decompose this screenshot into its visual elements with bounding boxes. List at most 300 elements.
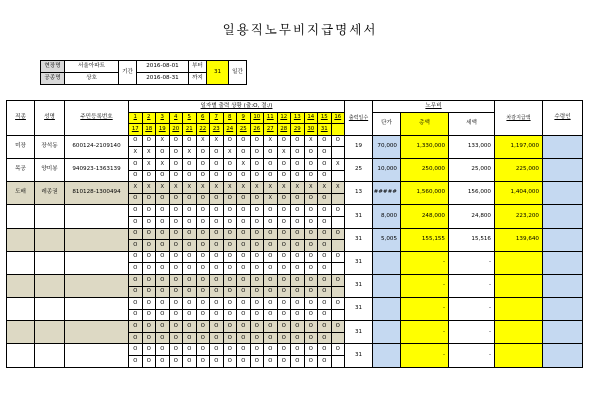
attendance-mark[interactable]: O [156,205,170,217]
attendance-mark[interactable]: O [331,251,345,263]
attendance-mark[interactable]: O [250,309,264,321]
attendance-mark[interactable]: O [264,332,278,344]
end-date[interactable]: 2016-08-31 [137,73,189,85]
attendance-mark[interactable]: O [318,309,332,321]
attendance-mark[interactable]: O [223,193,237,205]
attendance-mark[interactable]: O [277,158,291,170]
attendance-mark[interactable]: O [129,251,143,263]
attendance-mark[interactable]: O [264,274,278,286]
attendance-mark[interactable]: O [169,205,183,217]
attendance-mark[interactable] [331,170,345,182]
unit-price-cell[interactable] [373,298,401,321]
attendance-mark[interactable]: O [277,298,291,310]
attendance-mark[interactable]: O [304,205,318,217]
attendance-mark[interactable]: X [142,147,156,159]
id-cell[interactable] [65,344,129,367]
attendance-mark[interactable]: X [196,135,210,147]
attendance-mark[interactable]: O [129,263,143,275]
attendance-mark[interactable]: O [318,170,332,182]
id-cell[interactable]: 810128-1300494 [65,182,129,205]
receipt-cell[interactable] [543,274,583,297]
attendance-mark[interactable]: O [223,263,237,275]
attendance-mark[interactable]: O [223,216,237,228]
attendance-mark[interactable]: O [277,170,291,182]
unit-price-cell[interactable] [373,274,401,297]
attendance-mark[interactable]: O [223,332,237,344]
attendance-mark[interactable]: O [277,286,291,298]
attendance-mark[interactable]: O [318,263,332,275]
attendance-mark[interactable]: O [156,344,170,356]
attendance-mark[interactable]: X [331,182,345,194]
name-cell[interactable] [35,251,65,274]
attendance-mark[interactable]: O [304,240,318,252]
attendance-mark[interactable]: O [183,321,197,333]
attendance-mark[interactable]: O [237,135,251,147]
attendance-mark[interactable]: O [223,170,237,182]
attendance-mark[interactable]: O [331,228,345,240]
attendance-mark[interactable]: X [304,135,318,147]
attendance-mark[interactable]: O [237,193,251,205]
attendance-mark[interactable]: O [264,298,278,310]
trade-cell[interactable] [7,321,35,344]
attendance-mark[interactable]: O [142,205,156,217]
attendance-mark[interactable]: O [223,135,237,147]
attendance-mark[interactable]: O [250,205,264,217]
attendance-mark[interactable]: O [277,332,291,344]
attendance-mark[interactable]: O [156,332,170,344]
attendance-mark[interactable]: O [237,205,251,217]
receipt-cell[interactable] [543,298,583,321]
attendance-mark[interactable]: X [250,182,264,194]
attendance-mark[interactable]: O [142,332,156,344]
attendance-mark[interactable]: O [304,251,318,263]
attendance-mark[interactable]: O [156,263,170,275]
attendance-mark[interactable]: O [304,298,318,310]
attendance-mark[interactable]: O [264,356,278,368]
attendance-mark[interactable]: O [223,298,237,310]
attendance-mark[interactable]: O [129,158,143,170]
attendance-mark[interactable]: X [331,158,345,170]
attendance-mark[interactable]: O [291,356,305,368]
attendance-mark[interactable]: X [156,182,170,194]
attendance-mark[interactable]: X [156,135,170,147]
attendance-mark[interactable]: O [129,298,143,310]
attendance-mark[interactable]: O [291,158,305,170]
attendance-mark[interactable]: O [264,228,278,240]
attendance-mark[interactable]: X [277,182,291,194]
attendance-mark[interactable]: O [304,332,318,344]
attendance-mark[interactable]: O [223,274,237,286]
attendance-mark[interactable]: O [223,251,237,263]
receipt-cell[interactable] [543,135,583,158]
unit-price-cell[interactable] [373,344,401,367]
attendance-mark[interactable] [331,240,345,252]
attendance-mark[interactable]: O [318,356,332,368]
id-cell[interactable] [65,251,129,274]
attendance-mark[interactable]: X [304,182,318,194]
attendance-mark[interactable]: X [318,182,332,194]
attendance-mark[interactable]: O [156,309,170,321]
attendance-mark[interactable]: O [318,286,332,298]
name-cell[interactable] [35,344,65,367]
attendance-mark[interactable]: O [304,147,318,159]
attendance-mark[interactable]: O [264,263,278,275]
attendance-mark[interactable]: O [304,170,318,182]
attendance-mark[interactable]: O [142,309,156,321]
attendance-mark[interactable]: O [237,332,251,344]
attendance-mark[interactable]: O [142,344,156,356]
attendance-mark[interactable]: X [142,158,156,170]
attendance-mark[interactable]: O [250,216,264,228]
attendance-mark[interactable]: O [156,228,170,240]
attendance-mark[interactable]: X [156,158,170,170]
attendance-mark[interactable]: O [304,286,318,298]
attendance-mark[interactable]: O [183,170,197,182]
attendance-mark[interactable]: O [318,298,332,310]
attendance-mark[interactable]: O [291,274,305,286]
attendance-mark[interactable]: O [169,286,183,298]
attendance-mark[interactable]: O [237,147,251,159]
receipt-cell[interactable] [543,251,583,274]
attendance-mark[interactable]: O [169,170,183,182]
attendance-mark[interactable]: O [264,240,278,252]
attendance-mark[interactable]: O [169,298,183,310]
attendance-mark[interactable]: O [318,205,332,217]
name-cell[interactable] [35,205,65,228]
attendance-mark[interactable]: X [264,193,278,205]
attendance-mark[interactable]: O [237,356,251,368]
attendance-mark[interactable]: O [183,135,197,147]
attendance-mark[interactable]: O [264,286,278,298]
attendance-mark[interactable]: O [142,240,156,252]
attendance-mark[interactable]: O [183,205,197,217]
attendance-mark[interactable]: O [129,193,143,205]
attendance-mark[interactable]: O [291,240,305,252]
attendance-mark[interactable]: O [331,135,345,147]
attendance-mark[interactable]: O [291,205,305,217]
attendance-mark[interactable]: X [183,147,197,159]
attendance-mark[interactable]: O [277,309,291,321]
attendance-mark[interactable]: O [250,135,264,147]
name-cell[interactable]: 양미봉 [35,158,65,181]
attendance-mark[interactable]: O [237,286,251,298]
trade-cell[interactable]: 목공 [7,158,35,181]
trade-cell[interactable] [7,344,35,367]
attendance-mark[interactable]: O [142,135,156,147]
attendance-mark[interactable]: O [250,274,264,286]
unit-price-cell[interactable]: ##### [373,182,401,205]
receipt-cell[interactable] [543,321,583,344]
attendance-mark[interactable]: X [237,182,251,194]
attendance-mark[interactable]: O [142,356,156,368]
site-value[interactable]: 서울아파트 [65,61,119,73]
attendance-mark[interactable]: O [129,286,143,298]
attendance-mark[interactable]: O [318,251,332,263]
attendance-mark[interactable]: O [142,216,156,228]
receipt-cell[interactable] [543,182,583,205]
attendance-mark[interactable]: O [237,228,251,240]
attendance-mark[interactable]: O [129,228,143,240]
attendance-mark[interactable]: O [237,344,251,356]
attendance-mark[interactable]: O [223,158,237,170]
attendance-mark[interactable]: O [169,193,183,205]
attendance-mark[interactable]: O [304,228,318,240]
attendance-mark[interactable]: O [156,321,170,333]
name-cell[interactable] [35,321,65,344]
name-cell[interactable] [35,228,65,251]
attendance-mark[interactable]: O [169,240,183,252]
attendance-mark[interactable]: O [169,228,183,240]
attendance-mark[interactable]: O [223,356,237,368]
attendance-mark[interactable]: O [169,332,183,344]
attendance-mark[interactable]: O [223,344,237,356]
attendance-mark[interactable]: O [196,147,210,159]
attendance-mark[interactable]: O [264,309,278,321]
attendance-mark[interactable]: O [250,158,264,170]
attendance-mark[interactable]: O [196,240,210,252]
attendance-mark[interactable]: O [237,309,251,321]
attendance-mark[interactable]: O [291,263,305,275]
attendance-mark[interactable]: O [250,228,264,240]
attendance-mark[interactable]: O [129,170,143,182]
attendance-mark[interactable]: O [277,135,291,147]
id-cell[interactable] [65,298,129,321]
attendance-mark[interactable]: O [264,205,278,217]
attendance-mark[interactable]: O [250,321,264,333]
trade-cell[interactable] [7,298,35,321]
attendance-mark[interactable]: O [318,332,332,344]
attendance-mark[interactable]: O [156,286,170,298]
attendance-mark[interactable]: O [223,309,237,321]
attendance-mark[interactable]: O [142,228,156,240]
attendance-mark[interactable]: O [196,216,210,228]
unit-price-cell[interactable] [373,321,401,344]
attendance-mark[interactable]: O [196,321,210,333]
id-cell[interactable] [65,205,129,228]
attendance-mark[interactable]: O [210,344,224,356]
attendance-mark[interactable]: O [183,193,197,205]
attendance-mark[interactable]: O [223,205,237,217]
attendance-mark[interactable]: X [196,182,210,194]
attendance-mark[interactable]: O [250,193,264,205]
attendance-mark[interactable]: O [156,356,170,368]
id-cell[interactable] [65,228,129,251]
unit-price-cell[interactable]: 70,000 [373,135,401,158]
attendance-mark[interactable]: O [210,263,224,275]
attendance-mark[interactable]: O [291,135,305,147]
attendance-mark[interactable]: O [183,298,197,310]
attendance-mark[interactable]: O [210,170,224,182]
attendance-mark[interactable]: O [331,344,345,356]
attendance-mark[interactable]: O [237,216,251,228]
attendance-mark[interactable]: O [196,158,210,170]
attendance-mark[interactable]: O [129,332,143,344]
attendance-mark[interactable]: O [210,309,224,321]
id-cell[interactable]: 940923-1363139 [65,158,129,181]
attendance-mark[interactable]: O [129,274,143,286]
attendance-mark[interactable]: O [223,228,237,240]
attendance-mark[interactable]: O [331,298,345,310]
attendance-mark[interactable]: O [250,263,264,275]
attendance-mark[interactable]: O [169,158,183,170]
attendance-mark[interactable] [331,216,345,228]
attendance-mark[interactable]: X [264,135,278,147]
attendance-mark[interactable]: O [304,216,318,228]
attendance-mark[interactable]: X [210,135,224,147]
attendance-mark[interactable]: O [291,170,305,182]
attendance-mark[interactable] [331,356,345,368]
trade-cell[interactable] [7,251,35,274]
attendance-mark[interactable]: O [237,274,251,286]
attendance-mark[interactable]: O [264,158,278,170]
attendance-mark[interactable]: O [129,135,143,147]
unit-price-cell[interactable] [373,251,401,274]
attendance-mark[interactable]: X [223,147,237,159]
attendance-mark[interactable]: O [210,332,224,344]
attendance-mark[interactable]: O [223,321,237,333]
attendance-mark[interactable]: O [196,356,210,368]
days-value[interactable]: 31 [207,61,229,85]
attendance-mark[interactable]: O [277,205,291,217]
unit-price-cell[interactable]: 8,000 [373,205,401,228]
attendance-mark[interactable]: O [318,158,332,170]
attendance-mark[interactable]: O [142,263,156,275]
attendance-mark[interactable]: O [129,216,143,228]
attendance-mark[interactable]: O [318,135,332,147]
name-cell[interactable]: 레종권 [35,182,65,205]
attendance-mark[interactable]: O [129,344,143,356]
attendance-mark[interactable]: O [250,344,264,356]
attendance-mark[interactable]: O [304,356,318,368]
attendance-mark[interactable]: O [169,274,183,286]
attendance-mark[interactable]: O [210,216,224,228]
attendance-mark[interactable]: X [183,182,197,194]
attendance-mark[interactable]: O [264,251,278,263]
attendance-mark[interactable]: O [237,240,251,252]
attendance-mark[interactable]: O [156,298,170,310]
attendance-mark[interactable]: O [277,193,291,205]
attendance-mark[interactable]: O [196,344,210,356]
attendance-mark[interactable]: O [277,228,291,240]
attendance-mark[interactable]: O [210,205,224,217]
attendance-mark[interactable]: O [196,298,210,310]
attendance-mark[interactable]: O [183,251,197,263]
attendance-mark[interactable]: O [210,228,224,240]
attendance-mark[interactable]: O [142,286,156,298]
attendance-mark[interactable]: O [196,274,210,286]
attendance-mark[interactable]: O [129,321,143,333]
attendance-mark[interactable]: O [277,344,291,356]
attendance-mark[interactable]: O [156,193,170,205]
attendance-mark[interactable]: O [210,356,224,368]
attendance-mark[interactable]: O [291,286,305,298]
unit-price-cell[interactable]: 10,000 [373,158,401,181]
attendance-mark[interactable]: O [291,147,305,159]
attendance-mark[interactable]: X [277,147,291,159]
attendance-mark[interactable]: O [156,251,170,263]
name-cell[interactable]: 장석동 [35,135,65,158]
work-value[interactable]: 상호 [65,73,119,85]
attendance-mark[interactable]: O [169,147,183,159]
attendance-mark[interactable]: O [318,321,332,333]
attendance-mark[interactable]: O [291,298,305,310]
attendance-mark[interactable]: O [331,321,345,333]
attendance-mark[interactable]: O [183,356,197,368]
attendance-mark[interactable]: O [250,286,264,298]
attendance-mark[interactable]: O [210,158,224,170]
attendance-mark[interactable]: O [250,356,264,368]
attendance-mark[interactable] [331,147,345,159]
receipt-cell[interactable] [543,344,583,367]
attendance-mark[interactable]: O [304,263,318,275]
attendance-mark[interactable]: O [237,251,251,263]
id-cell[interactable] [65,274,129,297]
attendance-mark[interactable]: O [237,170,251,182]
attendance-mark[interactable]: O [250,251,264,263]
attendance-mark[interactable]: O [196,251,210,263]
attendance-mark[interactable]: O [169,309,183,321]
attendance-mark[interactable]: O [318,240,332,252]
unit-price-cell[interactable]: 5,005 [373,228,401,251]
start-date[interactable]: 2016-08-01 [137,61,189,73]
attendance-mark[interactable]: O [264,216,278,228]
attendance-mark[interactable]: O [129,240,143,252]
attendance-mark[interactable]: O [142,274,156,286]
attendance-mark[interactable]: O [142,170,156,182]
attendance-mark[interactable] [331,193,345,205]
attendance-mark[interactable]: O [169,135,183,147]
attendance-mark[interactable]: O [183,286,197,298]
attendance-mark[interactable]: O [291,321,305,333]
attendance-mark[interactable]: O [210,147,224,159]
attendance-mark[interactable]: X [237,158,251,170]
attendance-mark[interactable]: O [250,332,264,344]
attendance-mark[interactable]: O [277,263,291,275]
attendance-mark[interactable]: O [142,321,156,333]
attendance-mark[interactable]: X [210,182,224,194]
name-cell[interactable] [35,274,65,297]
attendance-mark[interactable]: O [169,344,183,356]
attendance-mark[interactable]: O [250,170,264,182]
attendance-mark[interactable]: O [264,321,278,333]
attendance-mark[interactable]: O [277,274,291,286]
attendance-mark[interactable]: O [210,240,224,252]
attendance-mark[interactable]: O [318,274,332,286]
name-cell[interactable] [35,298,65,321]
attendance-mark[interactable]: O [183,216,197,228]
attendance-mark[interactable]: O [210,286,224,298]
attendance-mark[interactable]: O [196,286,210,298]
attendance-mark[interactable]: O [264,344,278,356]
attendance-mark[interactable]: O [318,216,332,228]
attendance-mark[interactable]: O [183,274,197,286]
attendance-mark[interactable]: O [183,344,197,356]
attendance-mark[interactable]: O [223,286,237,298]
attendance-mark[interactable]: X [142,182,156,194]
id-cell[interactable] [65,321,129,344]
attendance-mark[interactable]: O [264,170,278,182]
attendance-mark[interactable] [331,332,345,344]
attendance-mark[interactable]: O [277,356,291,368]
attendance-mark[interactable]: X [129,147,143,159]
attendance-mark[interactable]: O [196,193,210,205]
attendance-mark[interactable]: O [304,309,318,321]
attendance-mark[interactable]: O [237,263,251,275]
id-cell[interactable]: 600124-2109140 [65,135,129,158]
attendance-mark[interactable]: O [291,193,305,205]
attendance-mark[interactable]: O [331,205,345,217]
attendance-mark[interactable]: O [142,251,156,263]
